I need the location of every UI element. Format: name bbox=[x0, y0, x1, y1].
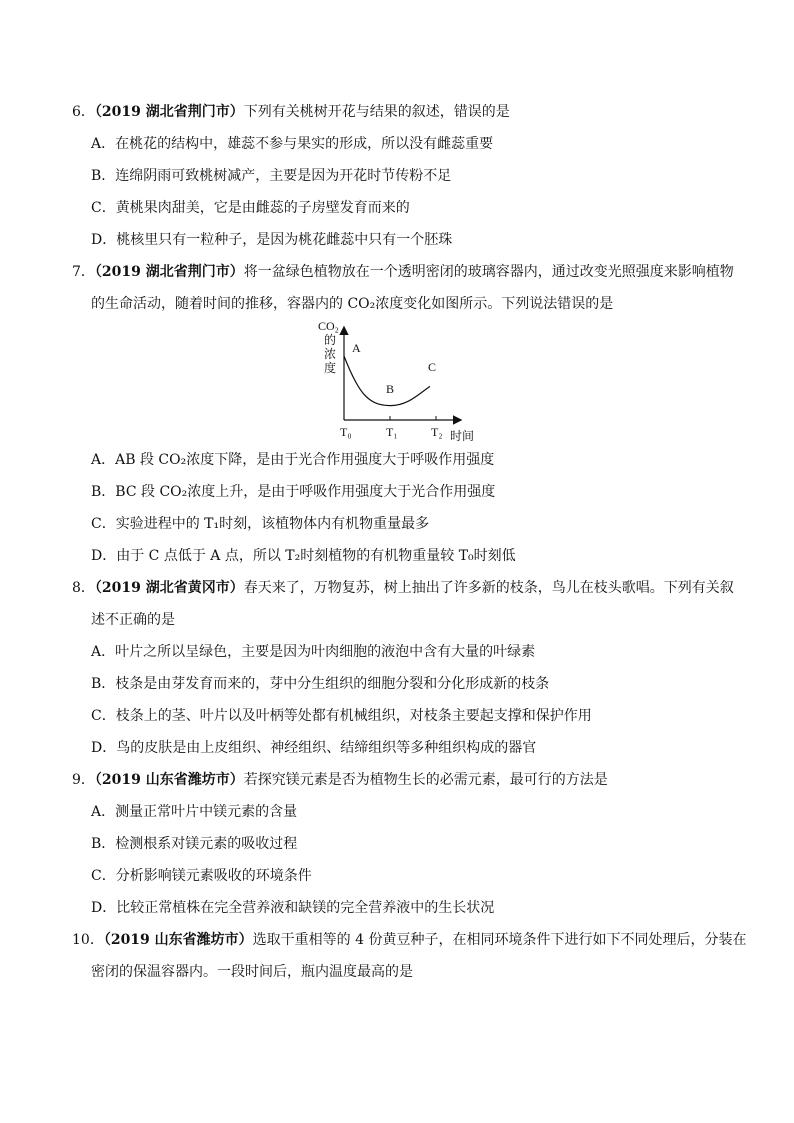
y-label-line-3: 浓 bbox=[324, 347, 337, 361]
point-label-c: C bbox=[428, 360, 437, 374]
question-10-stem-line-2: 密闭的保温容器内。一段时间后，瓶内温度最高的是 bbox=[91, 964, 413, 980]
question-6-option-b: B．连绵阴雨可致桃树减产，主要是因为开花时节传粉不足 bbox=[91, 168, 452, 184]
question-6-option-c: C．黄桃果肉甜美，它是由雌蕊的子房壁发育而来的 bbox=[91, 200, 410, 216]
point-label-a: A bbox=[352, 341, 361, 355]
question-8-option-d: D．鸟的皮肤是由上皮组织、神经组织、结缔组织等多种组织构成的器官 bbox=[91, 740, 537, 756]
question-8-option-b: B．枝条是由芽发育而来的，芽中分生组织的细胞分裂和分化形成新的枝条 bbox=[91, 676, 550, 692]
co2-chart-svg bbox=[300, 314, 490, 446]
question-8-stem-line-1: 8．（2019 湖北省黄冈市）春天来了，万物复苏，树上抽出了许多新的枝条，鸟儿在枝头歌唱。下列有关叙 bbox=[72, 580, 734, 596]
question-7-option-d: D．由于 C 点低于 A 点，所以 T₂时刻植物的有机物重量较 T₀时刻低 bbox=[91, 548, 516, 564]
y-label-line-1: CO₂ bbox=[318, 319, 339, 333]
question-9-option-d: D．比较正常植株在完全营养液和缺镁的完全营养液中的生长状况 bbox=[91, 900, 495, 916]
question-9-option-a: A．测量正常叶片中镁元素的含量 bbox=[91, 804, 298, 820]
tick-label-t1: T₁ bbox=[386, 425, 398, 439]
question-6-option-a: A．在桃花的结构中，雄蕊不参与果实的形成，所以没有雌蕊重要 bbox=[91, 136, 494, 152]
question-7-stem-line-1: 7．（2019 湖北省荆门市）将一盆绿色植物放在一个透明密闭的玻璃容器内，通过改变光照强度来影响植物 bbox=[72, 264, 734, 280]
question-7-option-c: C．实验进程中的 T₁时刻，该植物体内有机物重量最多 bbox=[91, 516, 430, 532]
question-10-stem-line-1: 10．（2019 山东省潍坊市）选取干重相等的 4 份黄豆种子，在相同环境条件下进行如下不同处理后，分装在 bbox=[72, 932, 747, 948]
x-axis-label: 时间 bbox=[450, 429, 475, 443]
question-9-option-b: B．检测根系对镁元素的吸收过程 bbox=[91, 836, 298, 852]
co2-concentration-chart bbox=[300, 314, 490, 446]
question-8-stem-line-2: 述不正确的是 bbox=[91, 612, 175, 628]
co2-curve bbox=[344, 356, 430, 406]
tick-label-t0: T₀ bbox=[340, 425, 352, 439]
question-7-option-b: B．BC 段 CO₂浓度上升，是由于呼吸作用强度大于光合作用强度 bbox=[91, 484, 496, 500]
question-6-stem-line-1: 6．（2019 湖北省荆门市）下列有关桃树开花与结果的叙述，错误的是 bbox=[72, 104, 510, 120]
tick-label-t2: T₂ bbox=[431, 425, 443, 439]
question-6-option-d: D．桃核里只有一粒种子，是因为桃花雌蕊中只有一个胚珠 bbox=[91, 232, 453, 248]
question-9-stem-line-1: 9．（2019 山东省潍坊市）若探究镁元素是否为植物生长的必需元素，最可行的方法是 bbox=[72, 772, 608, 788]
question-8-option-a: A．叶片之所以呈绿色，主要是因为叶肉细胞的液泡中含有大量的叶绿素 bbox=[91, 644, 536, 660]
y-label-line-4: 度 bbox=[324, 361, 337, 375]
question-8-option-c: C．枝条上的茎、叶片以及叶柄等处都有机械组织，对枝条主要起支撑和保护作用 bbox=[91, 708, 592, 724]
question-7-option-a: A．AB 段 CO₂浓度下降，是由于光合作用强度大于呼吸作用强度 bbox=[91, 452, 495, 468]
y-label-line-2: 的 bbox=[324, 333, 337, 347]
question-9-option-c: C．分析影响镁元素吸收的环境条件 bbox=[91, 868, 312, 884]
question-7-stem-line-2: 的生命活动，随着时间的推移，容器内的 CO₂浓度变化如图所示。下列说法错误的是 bbox=[91, 296, 614, 312]
point-label-b: B bbox=[386, 382, 395, 396]
